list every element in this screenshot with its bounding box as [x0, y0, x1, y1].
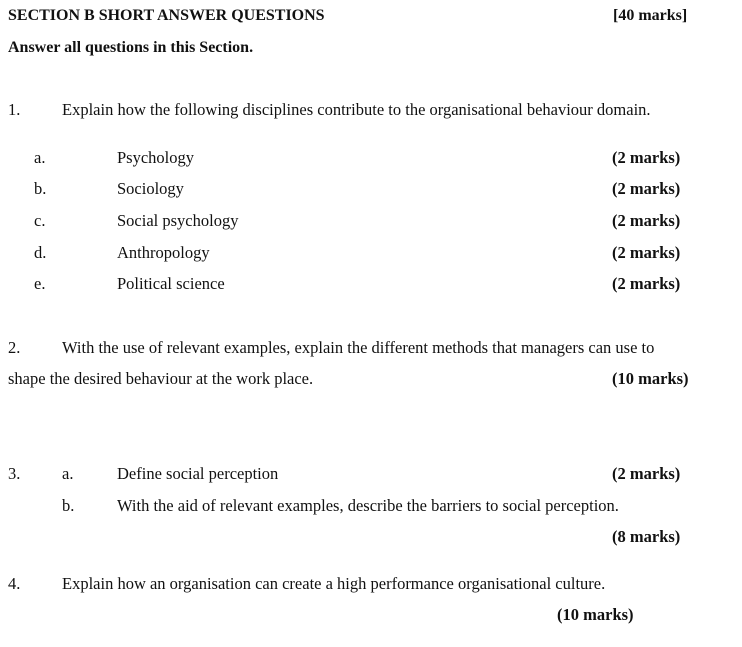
q1-item-text: Political science: [117, 274, 225, 293]
q1-number: 1.: [8, 100, 21, 119]
section-total-marks: [40 marks]: [613, 7, 688, 24]
q3-a-marks: (2 marks): [612, 464, 681, 483]
q1-item-text: Sociology: [117, 179, 184, 198]
q1-text: Explain how the following disciplines contribute to the organisational behaviour domain.: [62, 100, 651, 119]
q1-item-marks: (2 marks): [612, 148, 681, 167]
q4-marks: (10 marks): [557, 605, 634, 624]
q2-text-line1: With the use of relevant examples, explain the different methods that managers can use to: [62, 338, 655, 357]
q3-b-text: With the aid of relevant examples, describe the barriers to social perception.: [117, 496, 619, 515]
q1-item-text: Anthropology: [117, 243, 210, 262]
q2-text-line2: shape the desired behaviour at the work place.: [8, 369, 314, 388]
section-title: SECTION B SHORT ANSWER QUESTIONS: [8, 7, 325, 24]
q1-item-marks: (2 marks): [612, 179, 681, 198]
q3-number: 3.: [8, 464, 21, 483]
section-instruction: Answer all questions in this Section.: [8, 39, 254, 56]
q2-number: 2.: [8, 338, 21, 357]
q1-item-letter: e.: [34, 274, 46, 293]
q1-item-letter: c.: [34, 211, 46, 230]
q1-item-text: Social psychology: [117, 211, 239, 230]
q1-item-marks: (2 marks): [612, 211, 681, 230]
q4-number: 4.: [8, 574, 21, 593]
q1-item-text: Psychology: [117, 148, 195, 167]
q1-item-letter: a.: [34, 148, 46, 167]
q3-b-marks: (8 marks): [612, 527, 681, 546]
q2-marks: (10 marks): [612, 369, 689, 388]
q1-item-marks: (2 marks): [612, 274, 681, 293]
q4-text: Explain how an organisation can create a high performance organisational culture.: [62, 574, 606, 593]
q1-item-letter: d.: [34, 243, 47, 262]
q3-a-text: Define social perception: [117, 464, 279, 483]
q1-item-letter: b.: [34, 179, 47, 198]
q3-b-letter: b.: [62, 496, 75, 515]
q1-item-marks: (2 marks): [612, 243, 681, 262]
q3-a-letter: a.: [62, 464, 74, 483]
